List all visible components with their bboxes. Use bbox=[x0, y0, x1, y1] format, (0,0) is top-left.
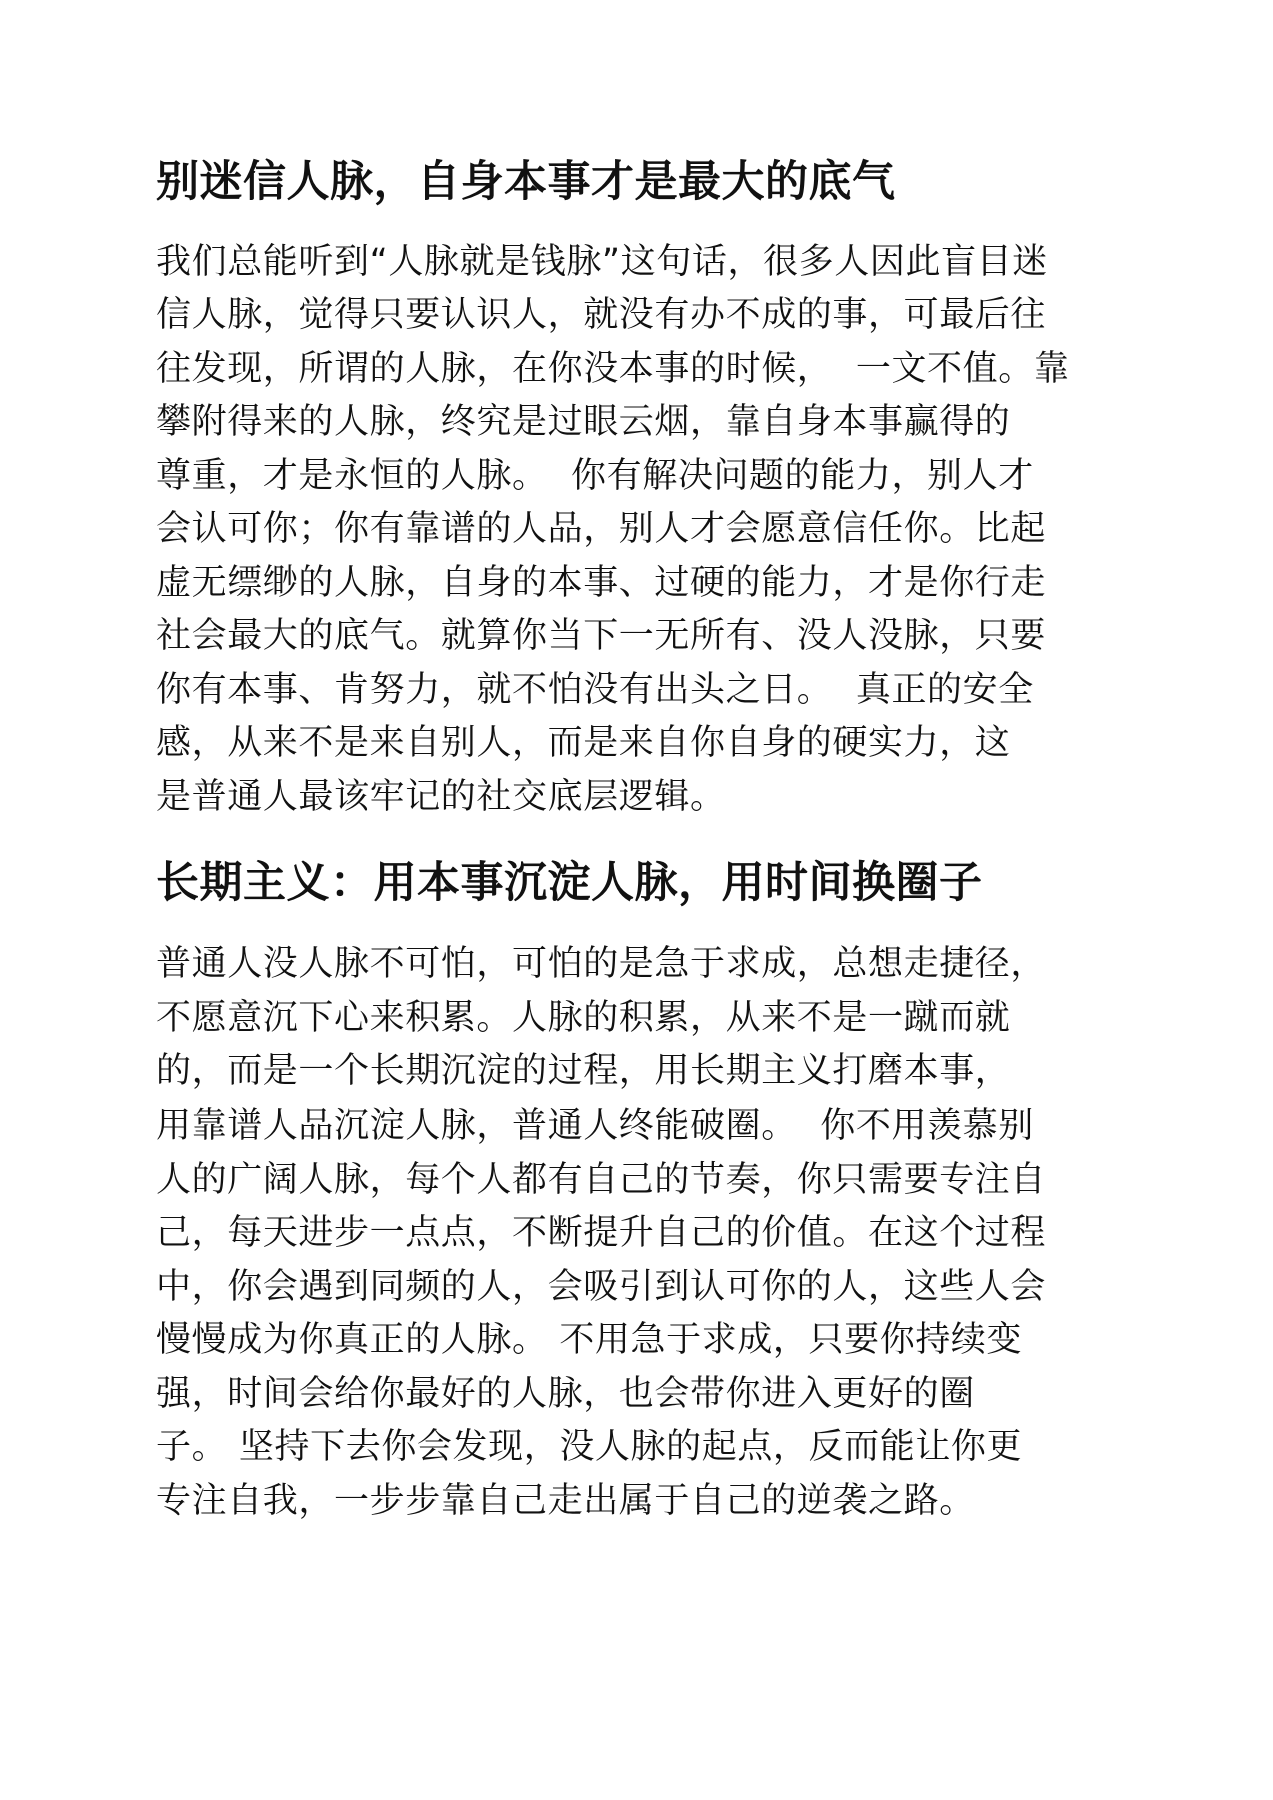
body-line: 会认可你；你有靠谱的人品，别人才会愿意信任你。比起 bbox=[156, 509, 1047, 549]
body-line: 专注自我，一步步靠自己走出属于自己的逆袭之路。 bbox=[156, 1481, 975, 1521]
body-line: 感，从来不是来自别人，而是来自你自身的硬实力，这 bbox=[156, 723, 1011, 763]
body-line: 用靠谱人品沉淀人脉，普通人终能破圈。 你不用羡慕别 bbox=[156, 1106, 1034, 1146]
body-line: 是普通人最该牢记的社交底层逻辑。 bbox=[156, 777, 726, 817]
body-line: 我们总能听到“人脉就是钱脉”这句话，很多人因此盲目迷 bbox=[156, 242, 1048, 282]
body-line: 慢慢成为你真正的人脉。 不用急于求成，只要你持续变 bbox=[156, 1320, 1023, 1360]
body-line: 人的广阔人脉，每个人都有自己的节奏，你只需要专注自 bbox=[156, 1160, 1047, 1200]
section-heading-2: 长期主义：用本事沉淀人脉，用时间换圈子 bbox=[156, 858, 983, 908]
body-line: 尊重，才是永恒的人脉。 你有解决问题的能力，别人才 bbox=[156, 456, 1034, 496]
body-line: 虚无缥缈的人脉，自身的本事、过硬的能力，才是你行走 bbox=[156, 563, 1047, 603]
body-line: 强，时间会给你最好的人脉，也会带你进入更好的圈 bbox=[156, 1374, 975, 1414]
body-line: 不愿意沉下心来积累。人脉的积累，从来不是一蹴而就 bbox=[156, 998, 1011, 1038]
body-line: 你有本事、肯努力，就不怕没有出头之日。 真正的安全 bbox=[156, 670, 1034, 710]
body-line: 普通人没人脉不可怕，可怕的是急于求成，总想走捷径， bbox=[156, 944, 1047, 984]
body-line: 攀附得来的人脉，终究是过眼云烟，靠自身本事赢得的 bbox=[156, 402, 1011, 442]
section-heading-1: 别迷信人脉，自身本事才是最大的底气 bbox=[156, 157, 896, 207]
body-line: 往发现，所谓的人脉，在你没本事的时候， 一文不值。靠 bbox=[156, 349, 1070, 389]
body-line: 己，每天进步一点点，不断提升自己的价值。在这个过程 bbox=[156, 1213, 1047, 1253]
body-line: 中，你会遇到同频的人，会吸引到认可你的人，这些人会 bbox=[156, 1267, 1047, 1307]
body-line: 信人脉，觉得只要认识人，就没有办不成的事，可最后往 bbox=[156, 295, 1047, 335]
body-line: 社会最大的底气。就算你当下一无所有、没人没脉，只要 bbox=[156, 616, 1047, 656]
body-line: 的，而是一个长期沉淀的过程，用长期主义打磨本事， bbox=[156, 1051, 1011, 1091]
body-line: 子。 坚持下去你会发现，没人脉的起点，反而能让你更 bbox=[156, 1427, 1023, 1467]
